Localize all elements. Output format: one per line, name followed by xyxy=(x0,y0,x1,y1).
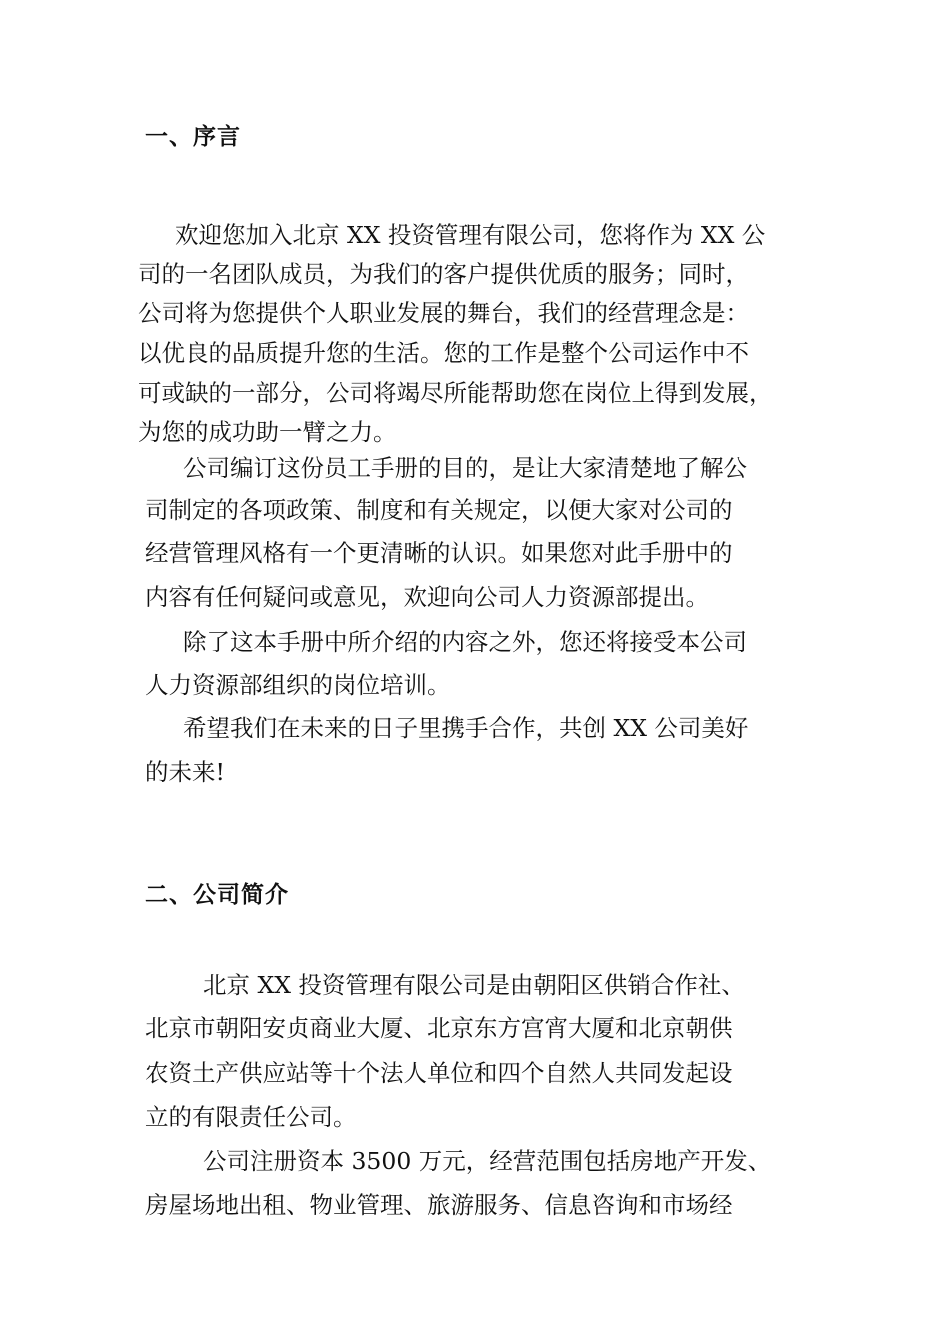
paragraph-line: 人力资源部组织的岗位培训。 xyxy=(145,671,451,699)
paragraph-line: 立的有限责任公司。 xyxy=(145,1103,357,1131)
paragraph-line: 经营管理风格有一个更清晰的认识。如果您对此手册中的 xyxy=(145,539,733,567)
paragraph-line: 以优良的品质提升您的生活。您的工作是整个公司运作中不 xyxy=(138,339,749,367)
paragraph-line: 为您的成功助一臂之力。 xyxy=(138,418,397,446)
paragraph-line: 公司注册资本 3500 万元，经营范围包括房地产开发、 xyxy=(203,1147,772,1175)
paragraph-line: 内容有任何疑问或意见，欢迎向公司人力资源部提出。 xyxy=(145,583,709,611)
paragraph-line: 的未来! xyxy=(145,758,225,786)
paragraph-line: 北京 XX 投资管理有限公司是由朝阳区供销合作社、 xyxy=(203,971,745,999)
paragraph-line: 可或缺的一部分，公司将竭尽所能帮助您在岗位上得到发展， xyxy=(138,379,773,407)
paragraph-line: 公司将为您提供个人职业发展的舞台，我们的经营理念是： xyxy=(138,299,749,327)
paragraph-line: 司的一名团队成员，为我们的客户提供优质的服务；同时， xyxy=(138,260,749,288)
section-heading-company-profile: 二、公司简介 xyxy=(145,882,289,908)
paragraph-line: 除了这本手册中所介绍的内容之外，您还将接受本公司 xyxy=(183,628,747,656)
paragraph-line: 司制定的各项政策、制度和有关规定，以便大家对公司的 xyxy=(145,496,733,524)
paragraph-line: 希望我们在未来的日子里携手合作，共创 XX 公司美好 xyxy=(183,714,749,742)
section-heading-preface: 一、序言 xyxy=(145,124,241,150)
paragraph-line: 公司编订这份员工手册的目的，是让大家清楚地了解公 xyxy=(183,454,747,482)
paragraph-line: 房屋场地出租、物业管理、旅游服务、信息咨询和市场经 xyxy=(145,1191,733,1219)
paragraph-line: 北京市朝阳安贞商业大厦、北京东方宫宵大厦和北京朝供 xyxy=(145,1014,733,1042)
paragraph-line: 农资土产供应站等十个法人单位和四个自然人共同发起设 xyxy=(145,1059,733,1087)
paragraph-line: 欢迎您加入北京 XX 投资管理有限公司，您将作为 XX 公 xyxy=(175,221,766,249)
